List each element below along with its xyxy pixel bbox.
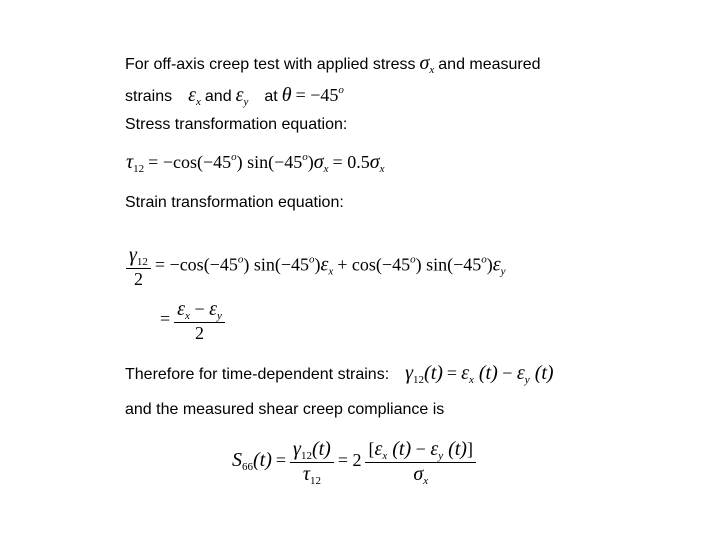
t-arg: (t) [424, 362, 443, 384]
epsilon-symbol: ε [374, 438, 383, 460]
degree-sup: o [481, 253, 487, 266]
strain-heading: Strain transformation equation: [125, 194, 344, 211]
subscript-x: x [323, 163, 329, 175]
t-arg: (t) [387, 438, 412, 460]
intro-text-1b: and measured [438, 56, 541, 73]
intro-line-1 [125, 52, 541, 76]
eq2-part: ) sin(−45 [243, 254, 309, 275]
subscript-66: 66 [242, 461, 253, 474]
epsilon-symbol: ε [492, 253, 501, 276]
t-arg: (t) [529, 362, 554, 384]
tau-symbol: τ [302, 463, 311, 485]
t-arg: (t) [473, 362, 498, 384]
gamma-symbol: γ [405, 362, 414, 384]
subscript-x: x [423, 475, 429, 487]
bracket-open: [ [368, 439, 375, 459]
epsilon-symbol: ε [235, 84, 244, 106]
sigma-symbol: σ [419, 52, 430, 74]
subscript-12: 12 [133, 163, 145, 175]
time-dependent-line [125, 362, 554, 386]
strain-equation-cont [160, 298, 225, 344]
eq2-part: ) [486, 254, 493, 275]
sigma-symbol: σ [369, 151, 380, 173]
compliance-equation [232, 438, 476, 487]
degree-sup: o [309, 253, 315, 266]
stress-heading: Stress transformation equation: [125, 116, 348, 133]
strain-equation [126, 244, 506, 290]
degree-sup: o [410, 253, 416, 266]
tau-symbol: τ [126, 151, 134, 173]
subscript-x: x [468, 374, 474, 386]
epsilon-symbol: ε [209, 298, 217, 320]
eq2-part: = −cos(−45 [154, 254, 238, 275]
subscript-12: 12 [310, 475, 322, 487]
epsilon-diff-over-sigma [365, 438, 476, 487]
degree-sup: o [237, 253, 244, 266]
stress-equation [126, 151, 384, 175]
t-arg: (t) [311, 438, 331, 460]
gamma-symbol: γ [293, 438, 301, 460]
denominator-two: 2 [133, 269, 143, 289]
bracket-close: ] [466, 439, 473, 459]
sigma-symbol: σ [413, 463, 424, 485]
eq1-rhs: = 0.5 [332, 152, 370, 172]
epsilon-symbol: ε [516, 362, 525, 384]
subscript-x: x [328, 265, 334, 278]
eq1-part: ) [307, 152, 314, 172]
epsilon-symbol: ε [461, 362, 469, 384]
eq2-part: ) [314, 254, 321, 275]
epsilon-symbol: ε [320, 253, 329, 276]
epsilon-symbol: ε [177, 298, 186, 320]
subscript-y: y [243, 96, 249, 108]
subscript-x: x [185, 310, 190, 322]
subscript-y: y [438, 450, 444, 462]
eq1-part: ) sin(−45 [236, 152, 303, 172]
compliance-symbol: S [232, 449, 242, 472]
intro-text-2a: strains [125, 88, 173, 105]
theta-symbol: θ [281, 84, 292, 106]
gamma-over-two [126, 244, 151, 290]
subscript-12: 12 [300, 450, 312, 462]
equals-sign: = [160, 308, 171, 329]
sigma-symbol: σ [313, 151, 324, 173]
intro-line-2 [125, 84, 344, 108]
minus-sign: − [497, 363, 517, 383]
subscript-y: y [500, 265, 506, 278]
epsilon-symbol: ε [188, 84, 197, 106]
subscript-x: x [196, 96, 201, 108]
degree-sup: o [231, 151, 237, 163]
epsilon-symbol: ε [430, 438, 439, 460]
shear-compliance-text: and the measured shear creep compliance is [125, 401, 445, 418]
minus-sign: − [189, 299, 210, 319]
eq4-two: = 2 [337, 450, 362, 471]
intro-text-2b: and [204, 88, 232, 105]
degree-sup: o [302, 151, 308, 163]
subscript-x: x [429, 64, 435, 76]
degree-sup: o [338, 84, 344, 96]
gamma-over-tau [290, 438, 334, 487]
eq2-part: + cos(−45 [337, 254, 411, 275]
intro-text-1a: For off-axis creep test with applied stress [125, 56, 416, 73]
subscript-x: x [379, 163, 385, 175]
subscript-12: 12 [413, 374, 425, 386]
eq2-part: ) sin(−45 [415, 254, 482, 275]
eq1-part: = −cos(−45 [148, 152, 232, 172]
time-dependent-text: Therefore for time-dependent strains: [125, 366, 390, 383]
subscript-y: y [216, 310, 222, 322]
gamma-symbol: γ [129, 244, 137, 266]
subscript-12: 12 [136, 256, 148, 268]
subscript-y: y [524, 374, 530, 386]
t-arg: (t) [253, 449, 272, 472]
t-arg: (t) [443, 438, 467, 460]
epsilon-diff-over-two [174, 298, 225, 344]
subscript-x: x [382, 450, 388, 462]
equals-sign: = [446, 363, 458, 383]
theta-value: = −45 [295, 85, 339, 105]
intro-text-2c: at [264, 88, 278, 105]
minus-sign: − [411, 439, 431, 459]
denominator-two: 2 [195, 323, 205, 343]
equals-sign: = [275, 450, 287, 471]
